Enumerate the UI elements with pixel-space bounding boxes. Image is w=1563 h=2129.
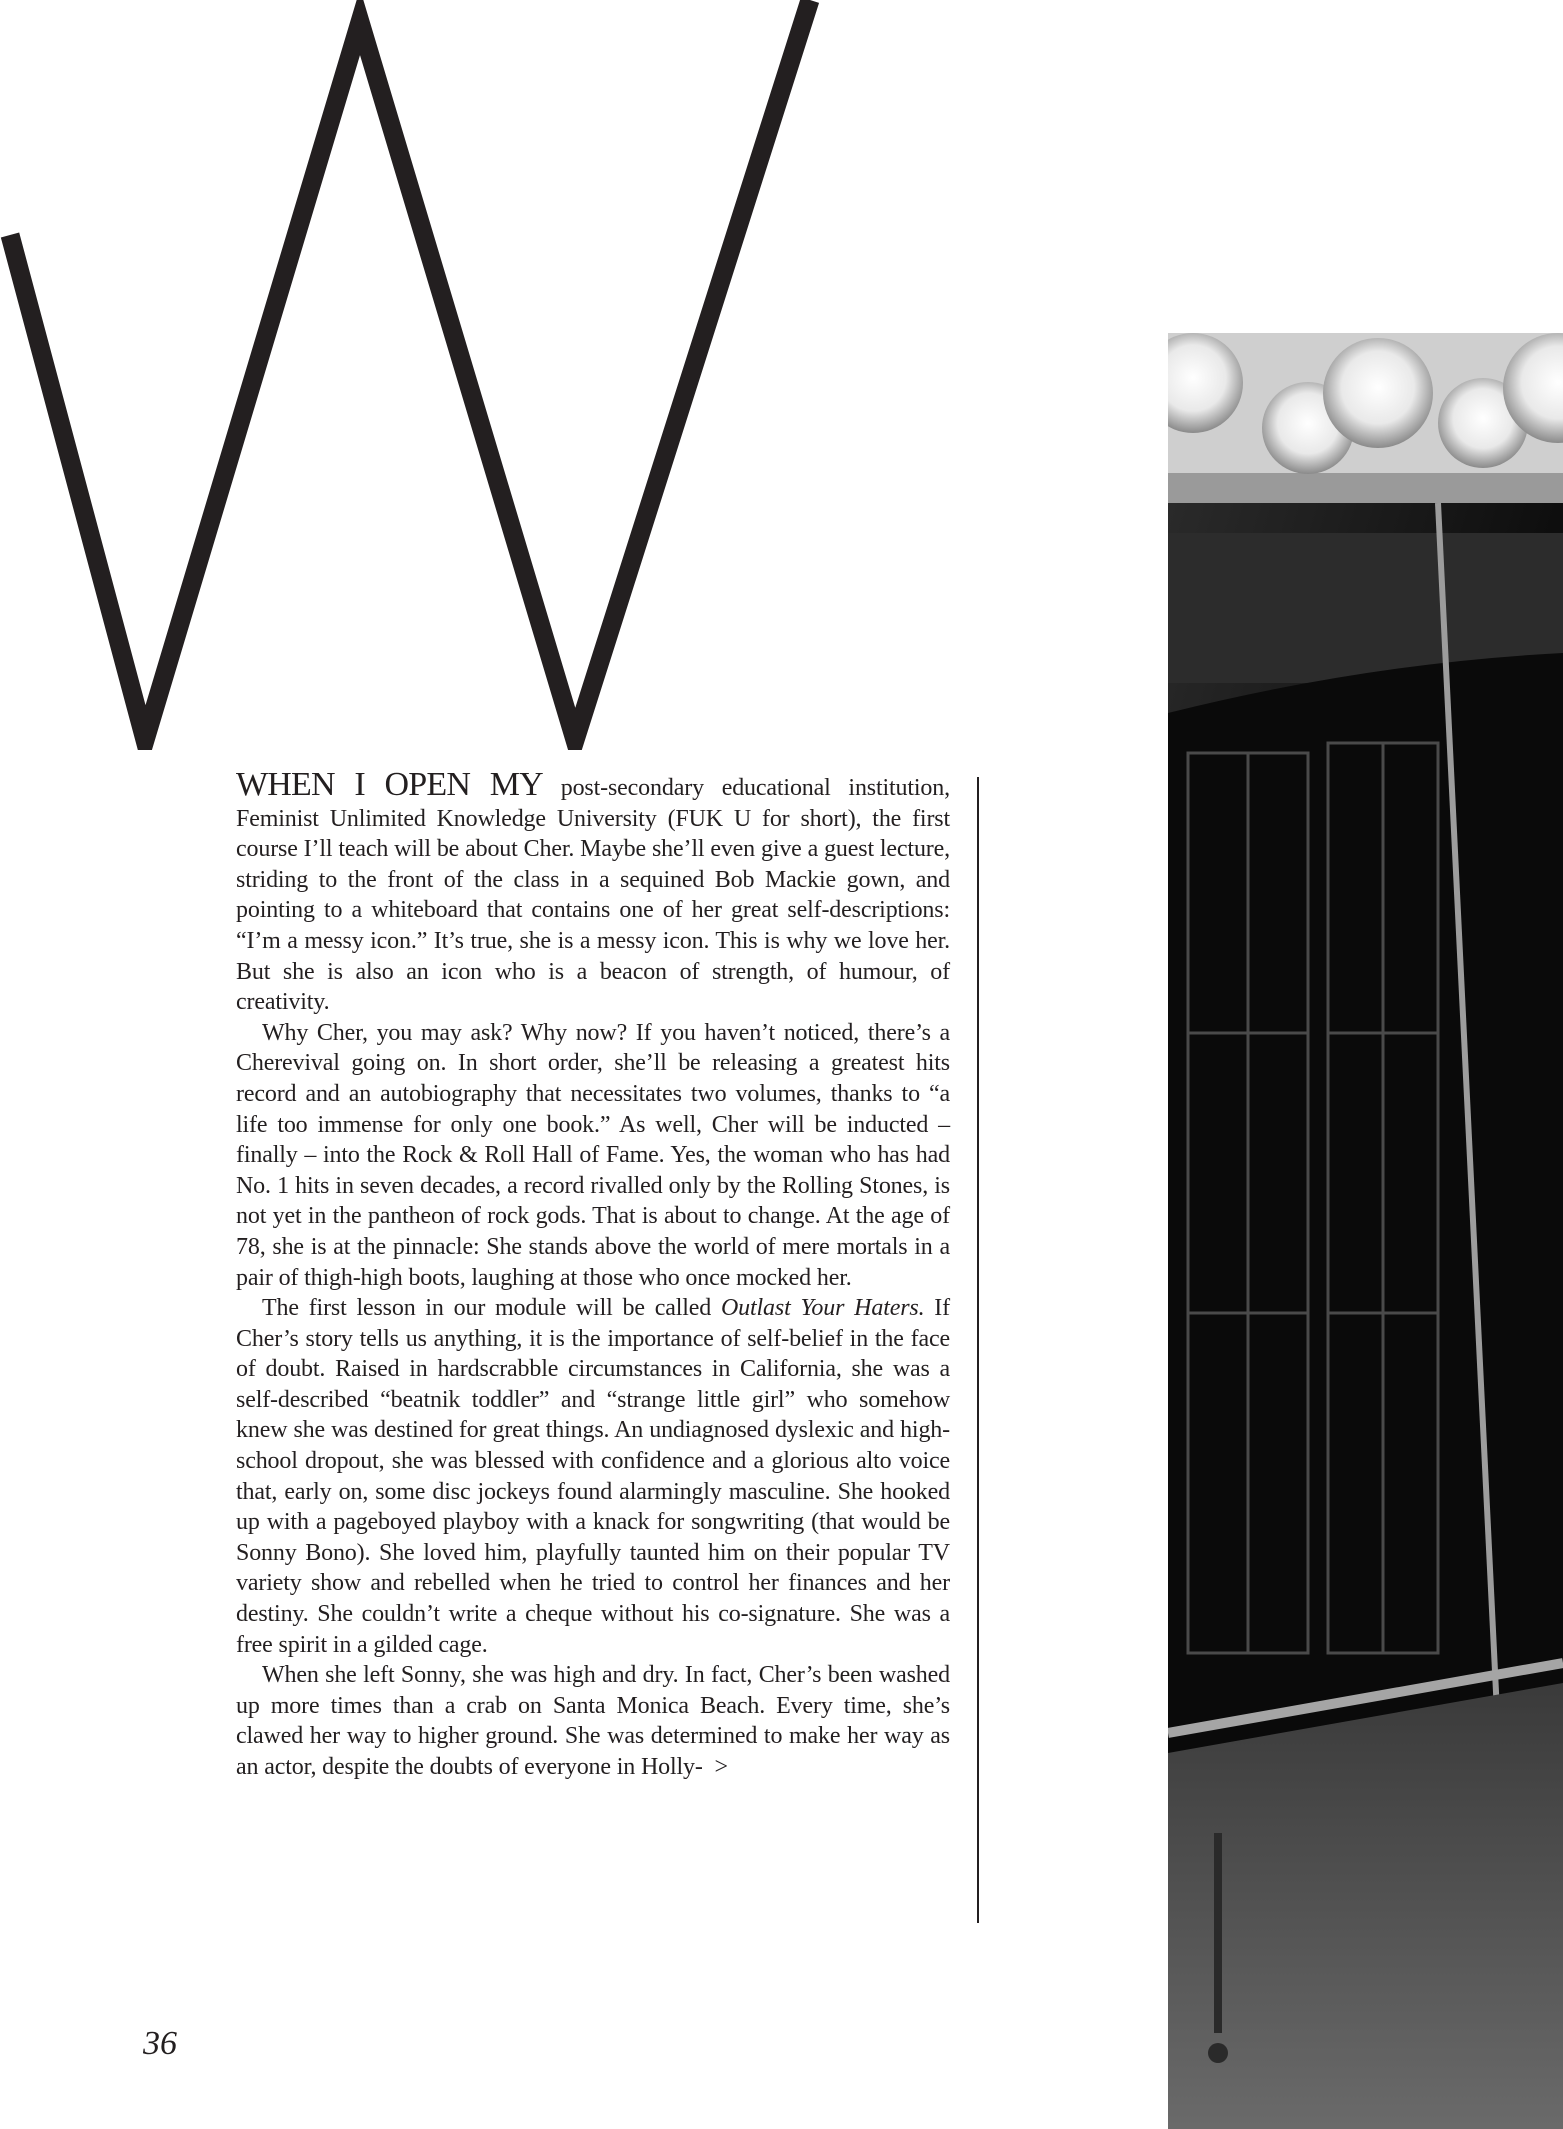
continue-arrow: > [714,1754,728,1780]
paragraph-1 [236,766,950,1018]
article-body [236,766,950,1783]
paragraph-2: Why Cher, you may ask? Why now? If you haven’t noticed, there’s a Cherevival going on. In short order, she’ll be releasing a greatest hits record and an autobiography that necessitates two volumes, thanks to “a life too immense for only one book.” As well, Cher will be inducted – finally – into the Rock & Roll Hall of Fame. Yes, the woman who has had No. 1 hits in seven decades, a record rivalled only by the Rolling Stones, is not yet in the pantheon of rock gods. That is about to change. At the age of 78, she is at the pinnacle: She stands above the world of mere mortals in a pair of thigh-high boots, laughing at those who once mocked her. [236,1019,950,1291]
page-number: 36 [143,2025,177,2062]
drop-cap-w [0,0,830,750]
paragraph-4-text: When she left Sonny, she was high and dry. In fact, Cher’s been washed up more times than a crab on Santa Monica Beach. Every time, she’s clawed her way to higher ground. She was determined to make her way as an actor, despite the doubts of everyone in [236,1662,950,1780]
lead-in: WHEN I OPEN MY [236,766,543,803]
paragraph-1-text: post-secondary educational institution, Feminist Unlimited Knowledge University (FUK U for short), the first course I’ll teach will be about Cher. Maybe she’ll even give a guest lecture, striding to the front of the class in a sequined Bob Mackie gown, and pointing to a whiteboard that contains one of her great self-descriptions: “I’m a messy icon.” It’s true, she is a messy icon. This is why we love her. But she is also an icon who is a beacon of strength, of humour, of creativity. [236,775,950,1016]
dressing-room-photo [1168,333,1563,2129]
paragraph-4-hyphenated: Holly- [640,1754,703,1780]
paragraph-4 [236,1660,950,1782]
paragraph-3-text: If Cher’s story tells us anything, it is the importance of self-belief in the face of doubt. Raised in hardscrabble circumstances in California, she was a self-described “beatnik toddler” and “strange little girl” who somehow knew she was destined for great things. An undiagnosed dyslexic and high-school dropout, she was blessed with confidence and a glorious alto voice that, early on, some disc jockeys found alarmingly masculine. She hooked up with a pageboyed playboy with a knack for songwriting (that would be Sonny Bono). She loved him, playfully taunted him on their popular TV variety show and rebelled when he tried to control her finances and her destiny. She couldn’t write a cheque without his co-signature. She was a free spirit in a gilded cage. [236,1295,950,1658]
paragraph-3-start: The first lesson in our module will be called [262,1295,721,1322]
module-title: Outlast Your Haters. [720,1295,925,1322]
paragraph-3 [236,1293,950,1660]
column-rule [977,777,979,1923]
